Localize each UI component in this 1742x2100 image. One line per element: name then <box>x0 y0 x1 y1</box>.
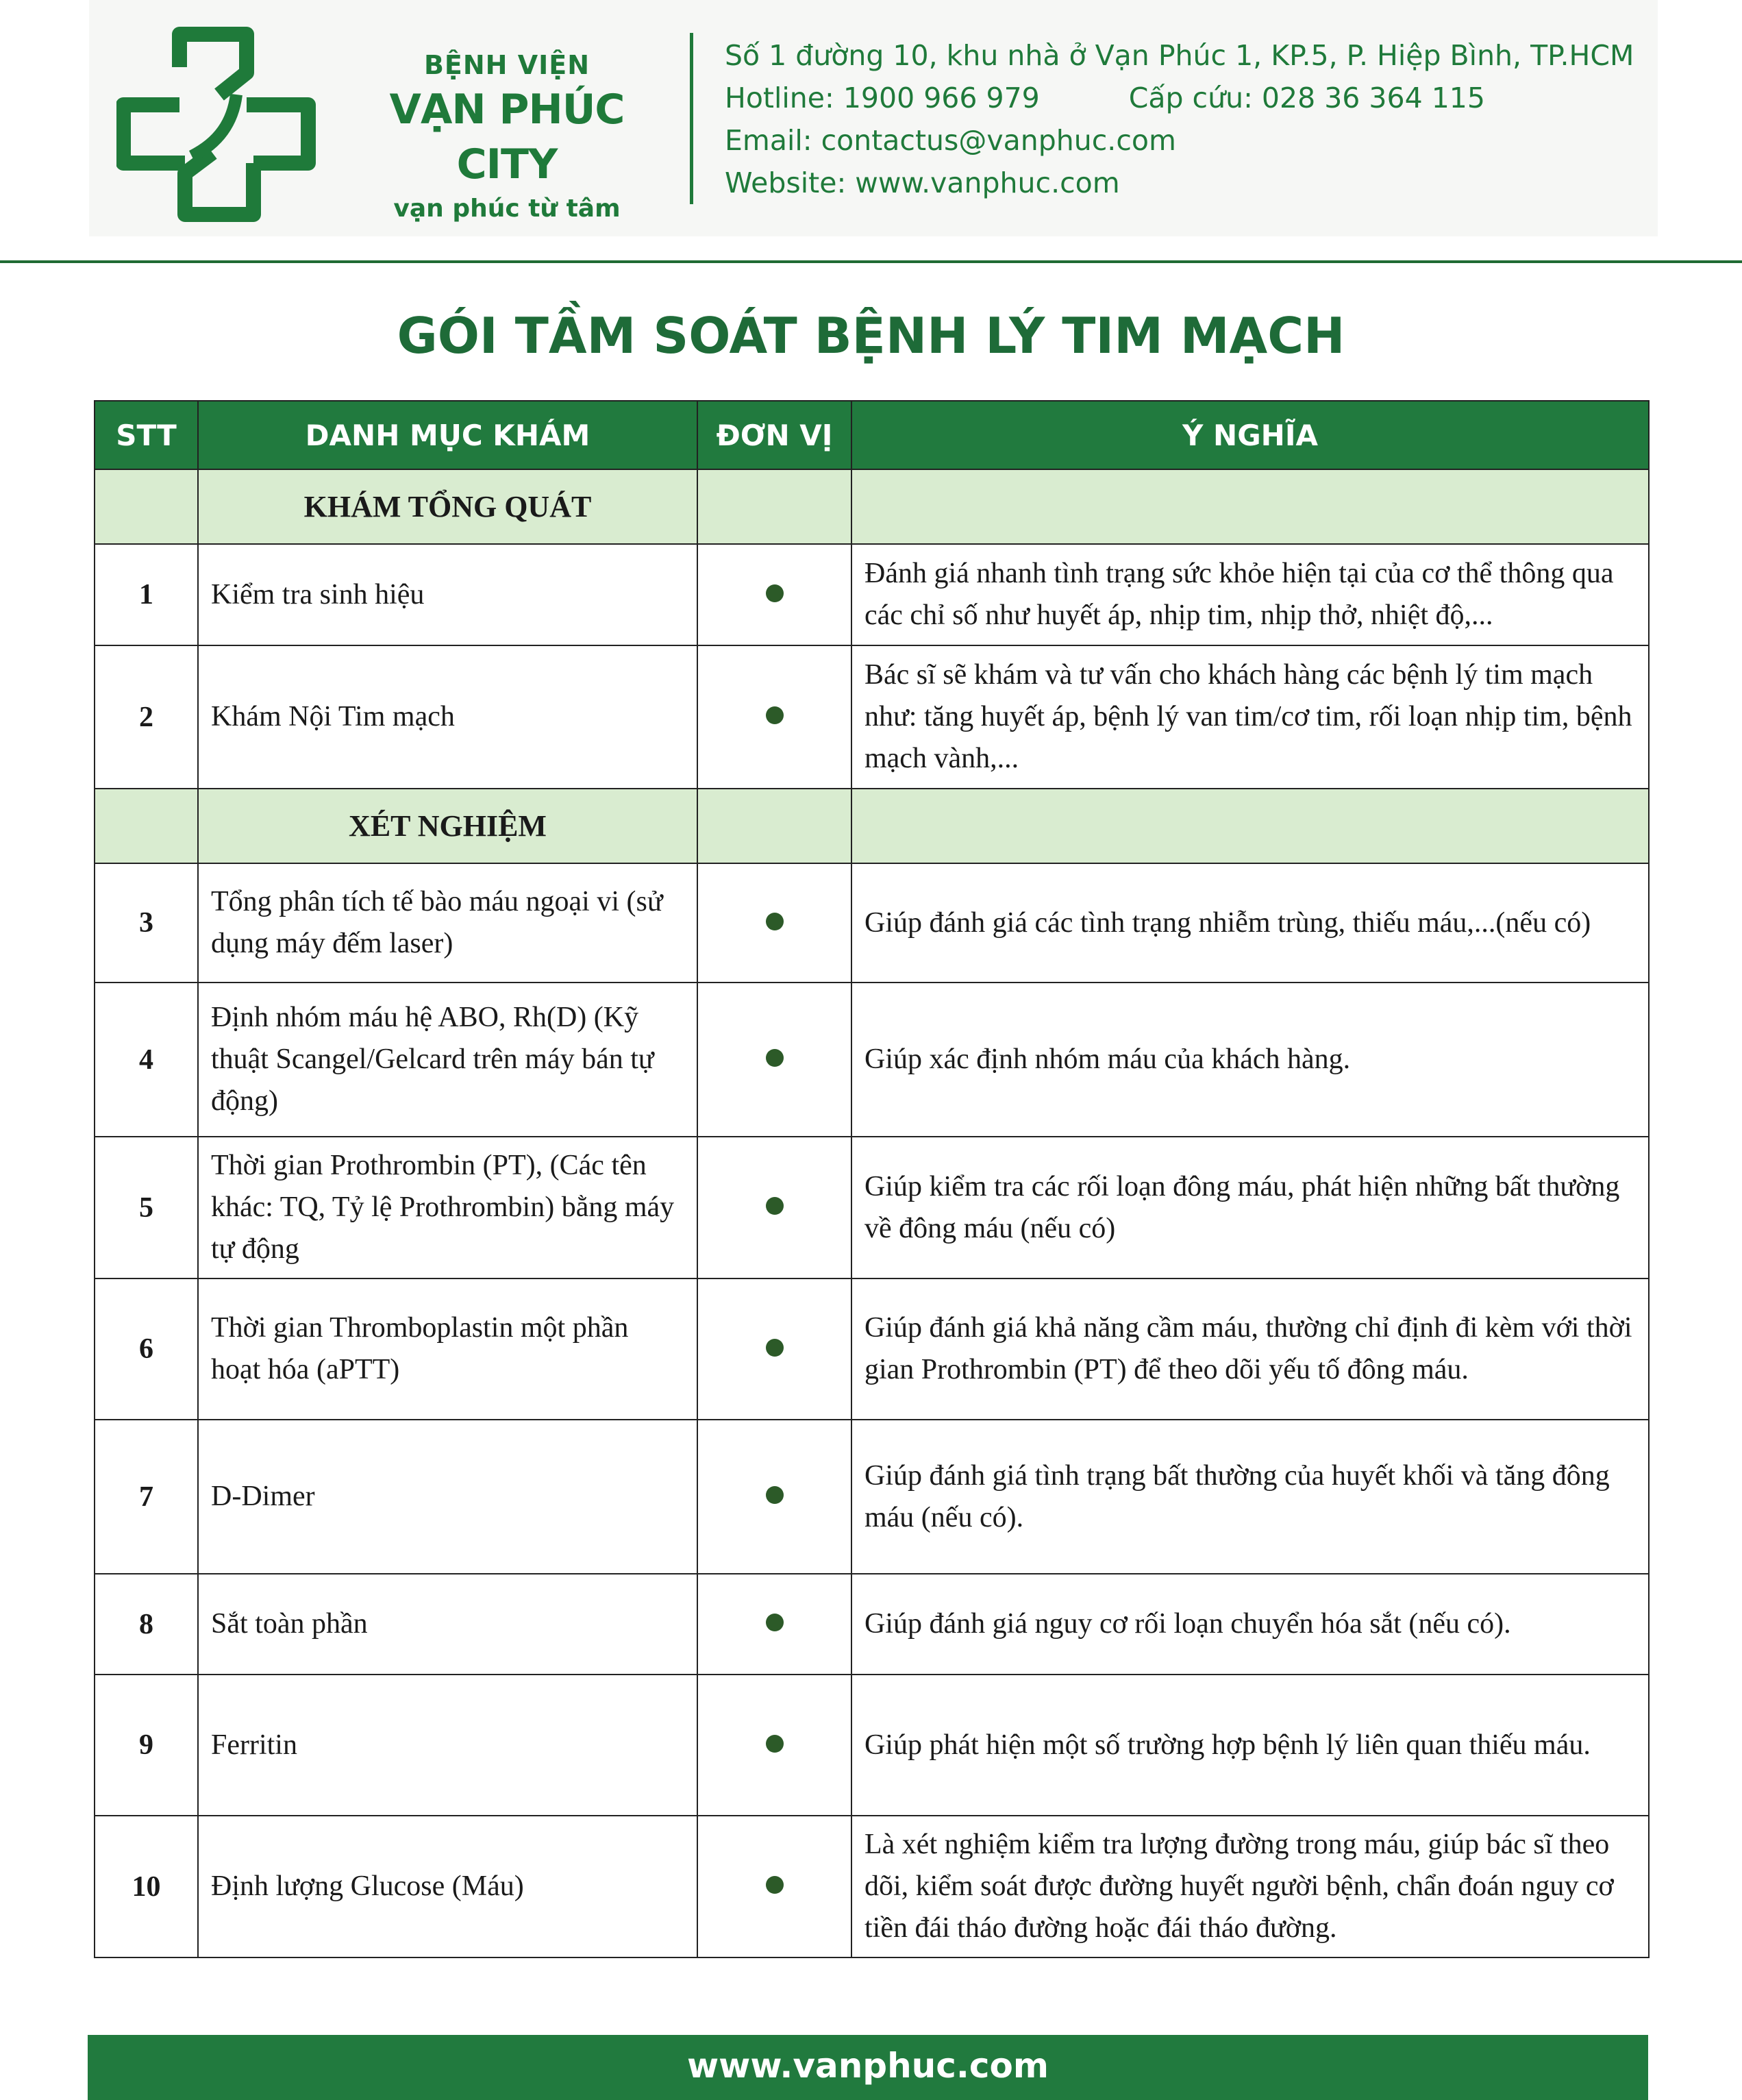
col-header-unit: ĐƠN VỊ <box>697 401 851 469</box>
row-number: 10 <box>95 1816 198 1957</box>
table-row <box>95 1675 1649 1816</box>
table-row <box>95 1137 1649 1278</box>
section-label: XÉT NGHIỆM <box>198 789 697 863</box>
exam-item: Định nhóm máu hệ ABO, Rh(D) (Kỹ thuật Scangel/Gelcard trên máy bán tự động) <box>198 983 697 1137</box>
exam-item: D-Dimer <box>198 1420 697 1574</box>
exam-meaning: Giúp đánh giá tình trạng bất thường của huyết khối và tăng đông máu (nếu có). <box>851 1420 1649 1574</box>
exam-meaning: Giúp đánh giá khả năng cầm máu, thường chỉ định đi kèm với thời gian Prothrombin (PT) để theo dõi yếu tố đông máu. <box>851 1278 1649 1420</box>
included-dot-icon <box>766 1339 784 1357</box>
col-header-meaning: Ý NGHĨA <box>851 401 1649 469</box>
table-row <box>95 1420 1649 1574</box>
section-row-general-exam <box>95 469 1649 544</box>
exam-item: Thời gian Prothrombin (PT), (Các tên khác: TQ, Tỷ lệ Prothrombin) bằng máy tự động <box>198 1137 697 1278</box>
included-dot-icon <box>766 584 784 602</box>
included-dot-icon <box>766 1049 784 1067</box>
brand-top: BỆNH VIỆN <box>423 50 590 80</box>
table-row <box>95 1574 1649 1675</box>
row-number: 3 <box>95 863 198 983</box>
row-number: 7 <box>95 1420 198 1574</box>
included-dot-icon <box>766 1735 784 1753</box>
exam-meaning: Là xét nghiệm kiểm tra lượng đường trong máu, giúp bác sĩ theo dõi, kiểm soát được đường huyết người bệnh, chẩn đoán nguy cơ tiền đái tháo đường hoặc đái tháo đường. <box>851 1816 1649 1957</box>
exam-item: Định lượng Glucose (Máu) <box>198 1816 697 1957</box>
header-vertical-divider <box>690 33 693 204</box>
exam-item: Ferritin <box>198 1675 697 1816</box>
exam-meaning: Giúp phát hiện một số trường hợp bệnh lý liên quan thiếu máu. <box>851 1675 1649 1816</box>
exam-meaning: Đánh giá nhanh tình trạng sức khỏe hiện tại của cơ thể thông qua các chỉ số như huyết áp, nhịp tim, nhịp thở, nhiệt độ,... <box>851 544 1649 645</box>
exam-item: Kiểm tra sinh hiệu <box>198 544 697 645</box>
exam-meaning: Giúp kiểm tra các rối loạn đông máu, phát hiện những bất thường về đông máu (nếu có) <box>851 1137 1649 1278</box>
included-dot-icon <box>766 1197 784 1215</box>
header-divider <box>0 260 1742 263</box>
exam-item: Sắt toàn phần <box>198 1574 697 1675</box>
included-dot-icon <box>766 1614 784 1631</box>
included-dot-icon <box>766 706 784 724</box>
exam-meaning: Giúp xác định nhóm máu của khách hàng. <box>851 983 1649 1137</box>
contact-info <box>725 34 1650 204</box>
row-number: 5 <box>95 1137 198 1278</box>
address-line: Số 1 đường 10, khu nhà ở Vạn Phúc 1, KP.5, P. Hiệp Bình, TP.HCM <box>725 39 1634 72</box>
table-row <box>95 983 1649 1137</box>
table-row <box>95 645 1649 789</box>
package-table <box>94 400 1650 1958</box>
table-row <box>95 1278 1649 1420</box>
brand-tagline: vạn phúc từ tâm <box>393 195 621 223</box>
section-row-lab-tests <box>95 789 1649 863</box>
row-number: 4 <box>95 983 198 1137</box>
exam-item: Tổng phân tích tế bào máu ngoại vi (sử dụng máy đếm laser) <box>198 863 697 983</box>
section-label: KHÁM TỔNG QUÁT <box>198 469 697 544</box>
page-title: GÓI TẦM SOÁT BỆNH LÝ TIM MẠCH <box>397 307 1345 365</box>
included-dot-icon <box>766 1876 784 1894</box>
brand-name: VẠN PHÚC CITY <box>389 86 625 188</box>
table-row <box>95 1816 1649 1957</box>
email-line: Email: contactus@vanphuc.com <box>725 124 1176 157</box>
row-number: 9 <box>95 1675 198 1816</box>
website-line: Website: www.vanphuc.com <box>725 166 1120 199</box>
brand-block <box>336 48 678 226</box>
included-dot-icon <box>766 913 784 930</box>
table-header-row <box>95 401 1649 469</box>
table-row <box>95 544 1649 645</box>
hospital-cross-logo-icon <box>116 19 322 225</box>
phone-line <box>725 77 1650 119</box>
col-header-item: DANH MỤC KHÁM <box>198 401 697 469</box>
col-header-stt: STT <box>95 401 198 469</box>
exam-meaning: Giúp đánh giá nguy cơ rối loạn chuyển hóa sắt (nếu có). <box>851 1574 1649 1675</box>
row-number: 6 <box>95 1278 198 1420</box>
exam-item: Khám Nội Tim mạch <box>198 645 697 789</box>
row-number: 8 <box>95 1574 198 1675</box>
included-dot-icon <box>766 1486 784 1504</box>
table-row <box>95 863 1649 983</box>
exam-item: Thời gian Thromboplastin một phần hoạt hóa (aPTT) <box>198 1278 697 1420</box>
exam-meaning: Bác sĩ sẽ khám và tư vấn cho khách hàng các bệnh lý tim mạch như: tăng huyết áp, bệnh lý van tim/cơ tim, rối loạn nhịp tim, bệnh mạch vành,... <box>851 645 1649 789</box>
emergency-number: Cấp cứu: 028 36 364 115 <box>1128 82 1485 114</box>
footer-website: www.vanphuc.com <box>88 2035 1648 2100</box>
row-number: 1 <box>95 544 198 645</box>
exam-meaning: Giúp đánh giá các tình trạng nhiễm trùng, thiếu máu,...(nếu có) <box>851 863 1649 983</box>
row-number: 2 <box>95 645 198 789</box>
hotline: Hotline: 1900 966 979 <box>725 82 1040 114</box>
